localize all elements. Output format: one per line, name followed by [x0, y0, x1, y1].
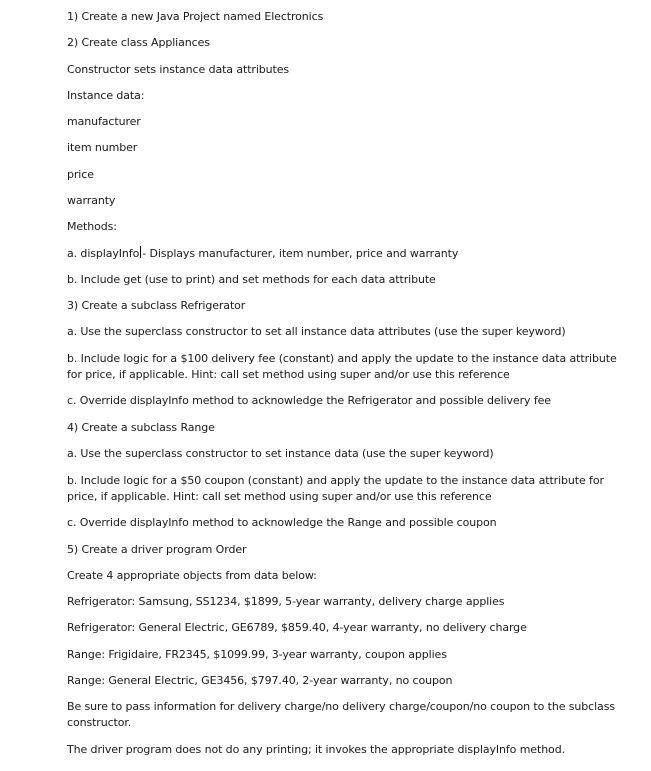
method-display-info-name: a. displayInfo	[67, 247, 140, 260]
create-objects-heading: Create 4 appropriate objects from data below:	[67, 569, 317, 582]
range-item-a: a. Use the superclass constructor to set instance data (use the super keyword)	[67, 447, 494, 460]
attribute-price: price	[67, 168, 94, 181]
instance-data-heading: Instance data:	[67, 89, 145, 102]
refrigerator-item-c: c. Override displayInfo method to acknowledge the Refrigerator and possible delivery fee	[67, 394, 551, 407]
constructor-note: Constructor sets instance data attributes	[67, 63, 290, 76]
step-1-create-project: 1) Create a new Java Project named Electronics	[67, 10, 324, 23]
step-3-refrigerator: 3) Create a subclass Refrigerator	[67, 299, 246, 312]
step-4-range: 4) Create a subclass Range	[67, 421, 215, 434]
attribute-warranty: warranty	[67, 194, 116, 207]
refrigerator-item-b: b. Include logic for a $100 delivery fee (constant) and apply the update to the instance data attribute for price, if applicable. Hint: call set method using super and/or use this reference	[67, 352, 617, 381]
step-2-create-class: 2) Create class Appliances	[67, 36, 210, 49]
object-row-2: Refrigerator: General Electric, GE6789, $859.40, 4-year warranty, no delivery charge	[67, 621, 527, 634]
refrigerator-item-a: a. Use the superclass constructor to set all instance data attributes (use the super keyword)	[67, 325, 566, 338]
range-item-b: b. Include logic for a $50 coupon (constant) and apply the update to the instance data attribute for price, if applicable. Hint: call set method using super and/or use this reference	[67, 474, 604, 503]
method-get-set: b. Include get (use to print) and set methods for each data attribute	[67, 273, 436, 286]
attribute-item-number: item number	[67, 141, 138, 154]
methods-heading: Methods:	[67, 220, 117, 233]
attribute-manufacturer: manufacturer	[67, 115, 141, 128]
object-row-1: Refrigerator: Samsung, SS1234, $1899, 5-year warranty, delivery charge applies	[67, 595, 505, 608]
constructor-info-note: Be sure to pass information for delivery charge/no delivery charge/coupon/no coupon to the subclass constructor.	[67, 700, 615, 729]
object-row-4: Range: General Electric, GE3456, $797.40, 2-year warranty, no coupon	[67, 674, 453, 687]
driver-program-note: The driver program does not do any printing; it invokes the appropriate displayInfo method.	[67, 743, 565, 756]
method-display-info[interactable]	[67, 246, 623, 262]
range-item-c: c. Override displayInfo method to acknowledge the Range and possible coupon	[67, 516, 497, 529]
object-row-3: Range: Frigidaire, FR2345, $1099.99, 3-year warranty, coupon applies	[67, 648, 447, 661]
method-display-info-description: - Displays manufacturer, item number, price and warranty	[142, 247, 459, 260]
step-5-driver-program: 5) Create a driver program Order	[67, 543, 247, 556]
